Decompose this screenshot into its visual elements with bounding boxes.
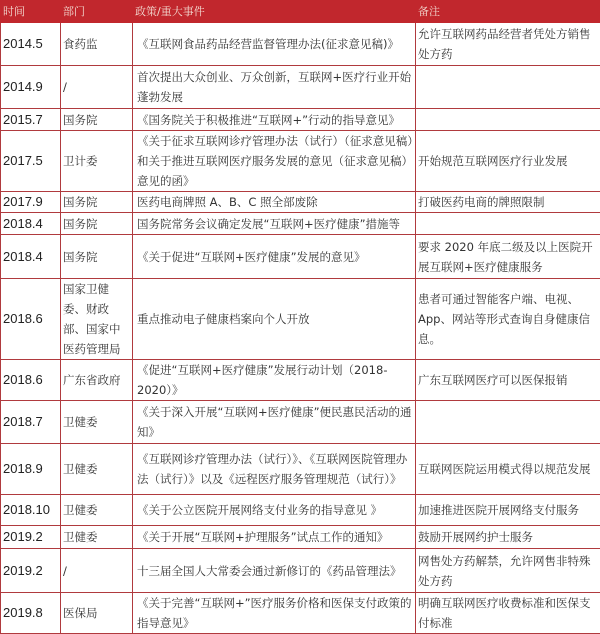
cell-event: 国务院常务会议确定发展“互联网+医疗健康”措施等 — [133, 213, 416, 235]
cell-note — [416, 109, 600, 131]
cell-dept: 卫健委 — [61, 401, 133, 444]
cell-dept: / — [61, 549, 133, 593]
table-row — [1, 401, 600, 444]
cell-event: 十三届全国人大常委会通过新修订的《药品管理法》 — [133, 549, 416, 593]
cell-dept: 卫健委 — [61, 495, 133, 526]
cell-note: 广东互联网医疗可以医保报销 — [416, 360, 600, 401]
cell-note: 允许互联网药品经营者凭处方销售处方药 — [416, 23, 600, 66]
cell-dept: 广东省政府 — [61, 360, 133, 401]
cell-dept: 卫健委 — [61, 444, 133, 495]
cell-time: 2017.5 — [1, 131, 61, 192]
cell-note: 互联网医院运用模式得以规范发展 — [416, 444, 600, 495]
cell-event: 医药电商牌照 A、B、C 照全部废除 — [133, 192, 416, 213]
table-row — [1, 279, 600, 360]
cell-note: 患者可通过智能客户端、电视、App、网站等形式查询自身健康信息。 — [416, 279, 600, 360]
cell-note — [416, 401, 600, 444]
cell-event: 《关于征求互联网诊疗管理办法（试行）（征求意见稿）和关于推进互联网医疗服务发展的意见（征求意见稿）意见的函》 — [133, 131, 416, 192]
table-row — [1, 66, 600, 109]
cell-time: 2019.2 — [1, 549, 61, 593]
cell-time: 2018.4 — [1, 213, 61, 235]
cell-time: 2019.2 — [1, 526, 61, 549]
table-row — [1, 444, 600, 495]
cell-time: 2018.7 — [1, 401, 61, 444]
cell-note: 网售处方药解禁，允许网售非特殊处方药 — [416, 549, 600, 593]
cell-time: 2015.7 — [1, 109, 61, 131]
header-dept: 部门 — [61, 1, 133, 23]
cell-event: 《关于完善“互联网+”医疗服务价格和医保支付政策的指导意见》 — [133, 593, 416, 634]
table-row — [1, 109, 600, 131]
cell-note: 鼓励开展网约护士服务 — [416, 526, 600, 549]
cell-dept: 国务院 — [61, 192, 133, 213]
cell-event: 《国务院关于积极推进“互联网+”行动的指导意见》 — [133, 109, 416, 131]
table-row — [1, 192, 600, 213]
cell-time: 2018.10 — [1, 495, 61, 526]
cell-event: 《关于公立医院开展网络支付业务的指导意见 》 — [133, 495, 416, 526]
table-row — [1, 23, 600, 66]
cell-event: 《互联网食品药品经营监督管理办法(征求意见稿)》 — [133, 23, 416, 66]
table-row — [1, 213, 600, 235]
cell-note: 开始规范互联网医疗行业发展 — [416, 131, 600, 192]
cell-time: 2014.9 — [1, 66, 61, 109]
cell-time: 2018.4 — [1, 235, 61, 279]
cell-event: 《关于深入开展“互联网+医疗健康”便民惠民活动的通知》 — [133, 401, 416, 444]
cell-note: 明确互联网医疗收费标准和医保支付标准 — [416, 593, 600, 634]
table-row — [1, 235, 600, 279]
cell-time: 2017.9 — [1, 192, 61, 213]
cell-dept: 国务院 — [61, 235, 133, 279]
cell-dept: 医保局 — [61, 593, 133, 634]
cell-dept: 卫健委 — [61, 526, 133, 549]
cell-dept: 国务院 — [61, 109, 133, 131]
cell-event: 《促进“互联网+医疗健康”发展行动计划（2018-2020）》 — [133, 360, 416, 401]
cell-note — [416, 66, 600, 109]
cell-time: 2018.6 — [1, 360, 61, 401]
table-row — [1, 131, 600, 192]
table-row — [1, 549, 600, 593]
cell-event: 重点推动电子健康档案向个人开放 — [133, 279, 416, 360]
header-event: 政策/重大事件 — [133, 1, 416, 23]
cell-dept: 国家卫健委、财政部、国家中医药管理局 — [61, 279, 133, 360]
cell-note: 加速推进医院开展网络支付服务 — [416, 495, 600, 526]
cell-time: 2019.8 — [1, 593, 61, 634]
cell-time: 2014.5 — [1, 23, 61, 66]
cell-dept: / — [61, 66, 133, 109]
header-note: 备注 — [416, 1, 600, 23]
cell-event: 首次提出大众创业、万众创新，互联网+医疗行业开始蓬勃发展 — [133, 66, 416, 109]
cell-dept: 卫计委 — [61, 131, 133, 192]
cell-event: 《关于开展“互联网+护理服务”试点工作的通知》 — [133, 526, 416, 549]
table-row — [1, 360, 600, 401]
table-row — [1, 593, 600, 634]
cell-note: 要求 2020 年底二级及以上医院开展互联网+医疗健康服务 — [416, 235, 600, 279]
header-time: 时间 — [1, 1, 61, 23]
cell-dept: 食药监 — [61, 23, 133, 66]
cell-event: 《关于促进“互联网+医疗健康”发展的意见》 — [133, 235, 416, 279]
cell-note — [416, 213, 600, 235]
cell-time: 2018.6 — [1, 279, 61, 360]
table-header-row — [1, 1, 600, 23]
table-row — [1, 526, 600, 549]
cell-dept: 国务院 — [61, 213, 133, 235]
cell-time: 2018.9 — [1, 444, 61, 495]
table-row — [1, 495, 600, 526]
cell-event: 《互联网诊疗管理办法（试行）》、《互联网医院管理办法（试行）》以及《远程医疗服务管理规范（试行）》 — [133, 444, 416, 495]
cell-note: 打破医药电商的牌照限制 — [416, 192, 600, 213]
